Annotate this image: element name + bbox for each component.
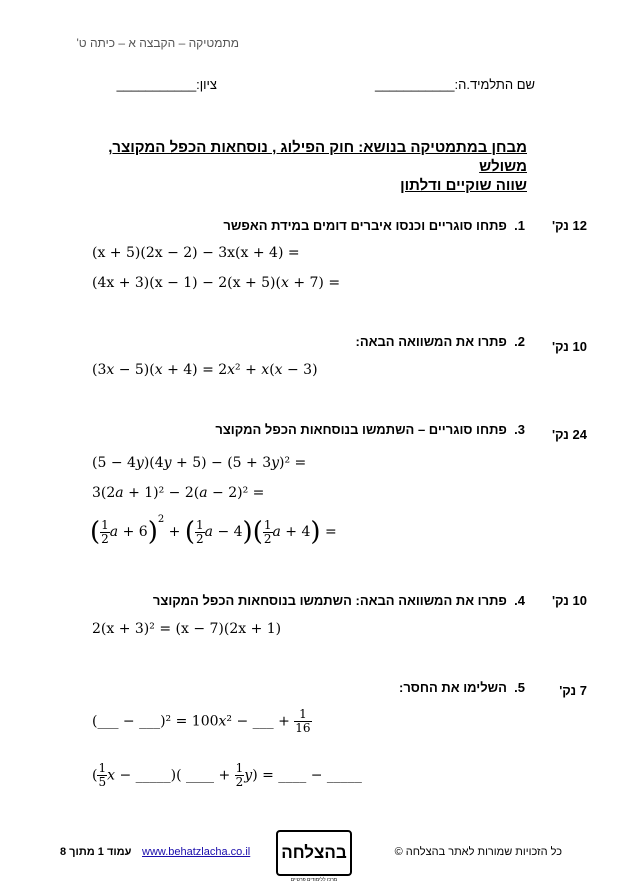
- q1-points: 12 נק': [551, 218, 587, 233]
- q3-instruction: [215, 422, 525, 437]
- q5-instruction: [399, 680, 525, 695]
- q5-number: 5.: [514, 680, 525, 695]
- fraction: $\frac{1}{2}$: [101, 517, 109, 546]
- fraction: $\frac{1}{5}$: [98, 761, 107, 789]
- student-name-blank: ___________: [374, 77, 455, 92]
- q2-points: 10 נק': [551, 339, 587, 354]
- q3-expr-2: 3(2𝑎 + 1)² − 2(𝑎 − 2)² =: [92, 485, 265, 501]
- q2-instruction: [356, 334, 526, 349]
- exam-title-line2: שווה שוקיים ודלתון: [400, 177, 527, 194]
- q1-number: 1.: [514, 218, 525, 233]
- q5-line-1: (___ − ___)² = 100𝑥² − ___ + $\frac{1}{16}$: [92, 707, 311, 735]
- grade-label: ציון:: [196, 77, 217, 92]
- grade-blank: ___________: [116, 77, 197, 92]
- q1-expr-2: (4x + 3)(x − 1) − 2(x + 5)(𝑥 + 7) =: [92, 275, 341, 291]
- student-name-label: שם התלמיד.ה:: [454, 77, 535, 92]
- q1-expr-1: (x + 5)(2x − 2) − 3x(x + 4) =: [92, 245, 300, 261]
- q2-expr: (3𝑥 − 5)(𝑥 + 4) = 2𝑥² + 𝑥(𝑥 − 3): [92, 362, 318, 378]
- page-number: עמוד 1 מתוך 8: [60, 846, 132, 858]
- q4-text: פתרו את המשוואה הבאה: השתמשו בנוסחאות הכפל המקוצר: [152, 593, 507, 608]
- site-link[interactable]: www.behatzlacha.co.il: [142, 846, 251, 858]
- copyright: כל הזכויות שמורות לאתר בהצלחה ©: [394, 846, 562, 858]
- q1-text: פתחו סוגריים וכנסו איברים דומים במידת האפשר: [223, 218, 507, 233]
- logo: [276, 830, 352, 883]
- q3-number: 3.: [514, 422, 525, 437]
- fraction: $\frac{1}{2}$: [263, 517, 272, 546]
- q1-instruction: [223, 218, 525, 233]
- q3-expr-1: (5 − 4𝑦)(4𝑦 + 5) − (5 + 3𝑦)² =: [92, 455, 307, 471]
- exam-title: [87, 138, 527, 195]
- fraction: $\frac{1}{2}$: [196, 517, 204, 546]
- q3-points: 24 נק': [551, 427, 587, 442]
- q3-expr-3: ( $\frac{1}{2}$ 𝑎 + 6)$^2$ + ( $\frac{1}{2}$ 𝑎 − 4)( $\frac{1}{2}$ 𝑎 + 4) =: [90, 514, 337, 547]
- q4-points: 10 נק': [551, 593, 587, 608]
- q3-text: פתחו סוגריים – השתמשו בנוסחאות הכפל המקוצר: [215, 422, 507, 437]
- grade-field: [117, 77, 217, 92]
- q2-number: 2.: [514, 334, 525, 349]
- q2-text: פתרו את המשוואה הבאה:: [355, 334, 507, 349]
- exam-title-line1: מבחן במתמטיקה בנושא: חוק הפילוג , נוסחאות הכפל המקוצר, משולש: [108, 139, 527, 175]
- q5-points: 7 נק': [559, 683, 587, 698]
- logo-box: בהצלחה: [276, 830, 352, 876]
- student-name-field: [375, 77, 535, 92]
- subject-header: מתמטיקה – הקבצה א – כיתה ט': [76, 36, 239, 50]
- q5-text: השלימו את החסר:: [398, 680, 507, 695]
- logo-subtitle: מרכז ללימודים פרטיים: [290, 877, 338, 883]
- q4-number: 4.: [514, 593, 525, 608]
- fraction: $\frac{1}{16}$: [295, 707, 311, 735]
- q4-expr: 2(x + 3)² = (x − 7)(2x + 1): [92, 621, 282, 637]
- q4-instruction: [153, 593, 525, 608]
- fraction: $\frac{1}{2}$: [235, 761, 244, 789]
- q5-line-2: ( $\frac{1}{5}$ 𝑥 − _____)( ____ + $\frac{1}{2}$ 𝑦) = ____ − _____: [92, 761, 362, 789]
